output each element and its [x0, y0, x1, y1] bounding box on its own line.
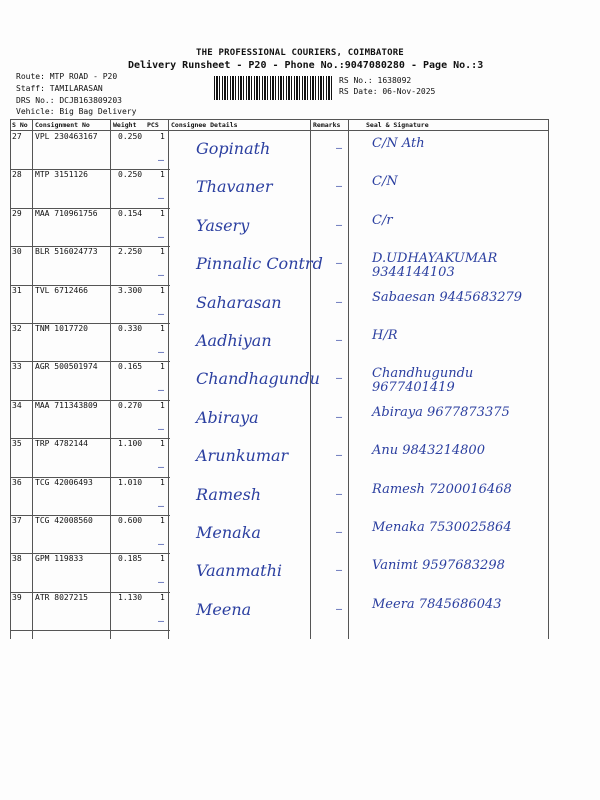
column-line [168, 119, 169, 639]
pieces: 1 [160, 516, 165, 525]
header-bottom-line [10, 130, 548, 131]
remark-dash: – [336, 258, 343, 270]
consignee-signature: Ramesh [196, 484, 262, 504]
consignee-signature: Vaanmathi [196, 561, 283, 581]
weight: 3.300 [118, 285, 143, 295]
consignee-signature: Menaka [196, 523, 261, 542]
remark-dash: – [336, 603, 343, 615]
vehicle-label: Vehicle: Big Bag Delivery [16, 107, 137, 116]
remark-dash: – [158, 231, 165, 243]
consignment-number: TCG 42008560 [35, 516, 93, 525]
consignment-number: MTP 3151126 [35, 170, 88, 180]
barcode [214, 76, 334, 100]
seal-signature: Ramesh 7200016468 [372, 481, 512, 497]
serial-number: 30 [12, 247, 22, 257]
seal-signature: C/N Ath [372, 136, 425, 151]
weight: 1.130 [118, 592, 143, 602]
seal-signature: D.UDHAYAKUMAR 9344144103 [372, 251, 498, 281]
remark-dash: – [158, 193, 165, 205]
remark-dash: – [336, 488, 343, 500]
weight: 0.270 [118, 400, 143, 410]
seal-signature: C/N [372, 174, 398, 190]
consignment-number: BLR 516024773 [35, 247, 98, 257]
consignment-number: ATR 8027215 [35, 592, 88, 602]
col-sno: S No [12, 121, 28, 129]
pieces: 1 [160, 208, 165, 218]
weight: 1.100 [118, 439, 143, 449]
pieces: 1 [160, 592, 165, 602]
consignment-number: VPL 230463167 [35, 132, 98, 141]
remark-dash: – [158, 423, 165, 435]
remark-dash: – [158, 500, 165, 512]
consignment-number: MAA 710961756 [35, 208, 98, 218]
serial-number: 29 [12, 208, 22, 218]
consignment-number: TVL 6712466 [35, 285, 88, 295]
serial-number: 27 [12, 132, 22, 141]
row-divider [10, 438, 170, 439]
remark-dash: – [336, 296, 343, 308]
consignment-number: AGR 500501974 [35, 362, 98, 372]
row-divider [10, 285, 170, 286]
pieces: 1 [160, 170, 165, 180]
pieces: 1 [160, 362, 165, 372]
remark-dash: – [336, 450, 343, 462]
column-line [348, 119, 349, 639]
remark-dash: – [158, 155, 165, 166]
weight: 0.600 [118, 516, 143, 525]
consignee-signature: Arunkumar [196, 446, 289, 466]
column-line [32, 119, 33, 639]
remark-dash: – [158, 539, 165, 550]
consignee-signature: Pinnalic Contrd [196, 254, 323, 274]
col-consignee: Consignee Details [171, 121, 238, 129]
staff-label: Staff: TAMILARASAN [16, 84, 103, 93]
seal-signature: Meera 7845686043 [372, 596, 502, 612]
weight: 0.330 [118, 324, 143, 333]
column-line [548, 119, 549, 639]
remark-dash: – [158, 347, 165, 358]
rs-date: RS Date: 06-Nov-2025 [339, 87, 436, 96]
remark-dash: – [336, 181, 343, 193]
weight: 0.250 [118, 170, 143, 180]
seal-signature: Vanimt 9597683298 [372, 558, 505, 574]
seal-signature: Abiraya 9677873375 [372, 404, 510, 420]
row-divider [10, 592, 170, 593]
remark-dash: – [336, 335, 343, 346]
seal-signature: Menaka 7530025864 [372, 520, 512, 535]
pieces: 1 [160, 400, 165, 410]
route-label: Route: MTP ROAD - P20 [16, 72, 118, 81]
serial-number: 31 [12, 285, 22, 295]
serial-number: 34 [12, 400, 22, 410]
seal-signature: Chandhugundu 9677401419 [372, 366, 474, 396]
consignee-signature: Gopinath [196, 139, 271, 158]
pieces: 1 [160, 247, 165, 257]
consignment-number: TNM 1017720 [35, 324, 88, 333]
pieces: 1 [160, 439, 165, 449]
consignment-number: TRP 4782144 [35, 439, 88, 449]
drs-label: DRS No.: DCJB163809203 [16, 96, 122, 105]
seal-signature: C/r [372, 212, 393, 228]
row-divider [10, 323, 170, 324]
company-title: THE PROFESSIONAL COURIERS, COIMBATORE [196, 48, 404, 58]
weight: 2.250 [118, 247, 143, 257]
consignee-signature: Saharasan [196, 292, 282, 312]
weight: 0.185 [118, 554, 143, 564]
runsheet-title: Delivery Runsheet - P20 - Phone No.:9047080280 - Page No.:3 [128, 60, 484, 71]
remark-dash: – [336, 411, 343, 423]
consignee-signature: Chandhagundu [196, 369, 320, 389]
serial-number: 32 [12, 324, 22, 333]
row-divider [10, 553, 170, 554]
weight: 0.165 [118, 362, 143, 372]
pieces: 1 [160, 285, 165, 295]
rs-number: RS No.: 1638092 [339, 76, 412, 85]
weight: 0.250 [118, 132, 143, 141]
consignee-signature: Meena [196, 599, 252, 619]
weight: 1.010 [118, 477, 143, 487]
remark-dash: – [158, 577, 165, 589]
consignee-signature: Abiraya [196, 407, 259, 427]
remark-dash: – [336, 373, 343, 385]
remark-dash: – [158, 270, 165, 282]
column-line [10, 119, 11, 639]
serial-number: 39 [12, 592, 22, 602]
serial-number: 33 [12, 362, 22, 372]
serial-number: 38 [12, 554, 22, 564]
seal-signature: H/R [372, 328, 398, 343]
pieces: 1 [160, 477, 165, 487]
consignment-number: MAA 711343809 [35, 400, 98, 410]
consignee-signature: Thavaner [196, 177, 273, 197]
remark-dash: – [336, 565, 343, 577]
serial-number: 36 [12, 477, 22, 487]
remark-dash: – [158, 308, 165, 320]
seal-signature: Sabaesan 9445683279 [372, 289, 523, 305]
weight: 0.154 [118, 208, 143, 218]
serial-number: 35 [12, 439, 22, 449]
row-divider [10, 169, 170, 170]
col-consignment: Consignment No [35, 121, 90, 129]
col-pcs: PCS [147, 121, 159, 129]
remark-dash: – [336, 219, 343, 231]
seal-signature: Anu 9843214800 [372, 443, 485, 459]
serial-number: 37 [12, 516, 22, 525]
column-line [110, 119, 111, 639]
consignee-signature: Yasery [196, 215, 250, 235]
col-remarks: Remarks [313, 121, 341, 129]
consignment-number: TCG 42006493 [35, 477, 93, 487]
table-top-line [10, 119, 548, 120]
pieces: 1 [160, 554, 165, 564]
remark-dash: – [158, 385, 165, 397]
serial-number: 28 [12, 170, 22, 180]
remark-dash: – [158, 462, 165, 474]
pieces: 1 [160, 132, 165, 141]
remark-dash: – [336, 143, 343, 154]
pieces: 1 [160, 324, 165, 333]
remark-dash: – [158, 615, 165, 627]
consignee-signature: Aadhiyan [196, 331, 272, 350]
consignment-number: GPM 119833 [35, 554, 84, 564]
remark-dash: – [336, 527, 343, 538]
row-divider [10, 630, 170, 631]
col-seal: Seal & Signature [366, 121, 429, 129]
col-weight: Weight [113, 121, 137, 129]
